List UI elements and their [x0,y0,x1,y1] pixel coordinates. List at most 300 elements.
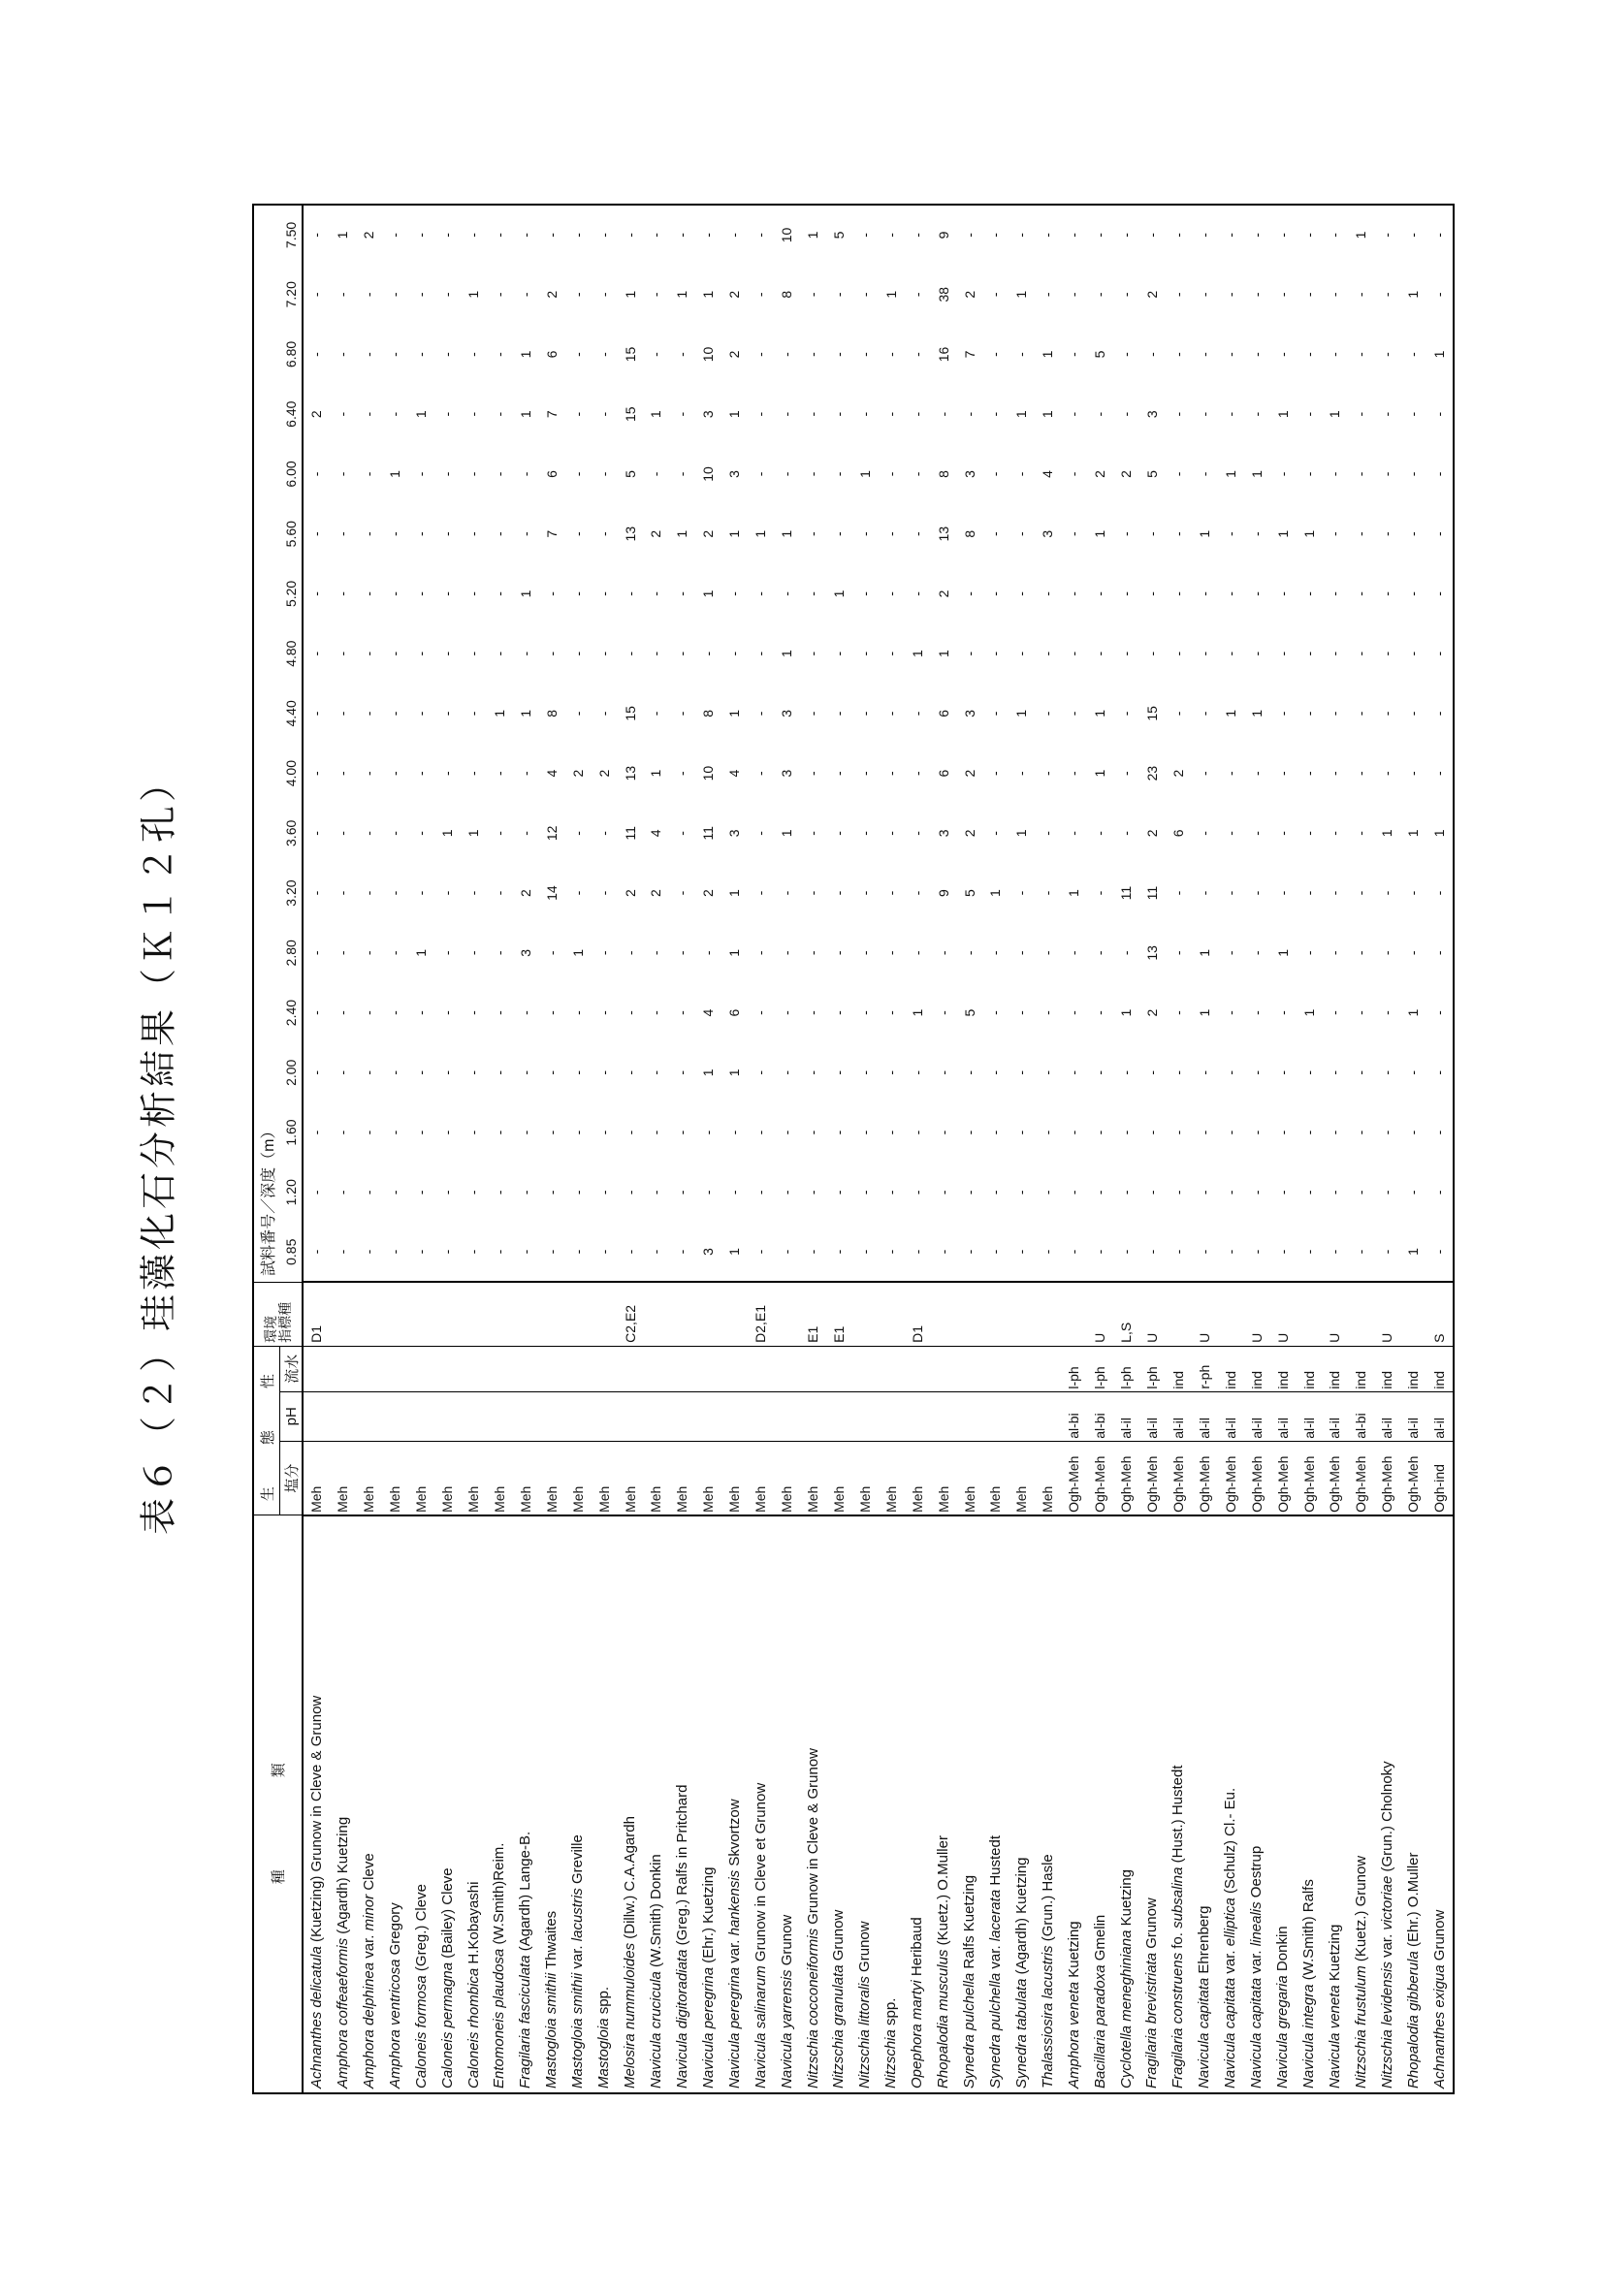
count-cell: - [909,711,925,717]
table-row [356,205,382,2093]
count-cell: - [1040,591,1056,596]
count-cell: - [465,1069,482,1075]
variety-epithet: lacustris [569,1888,587,1942]
count-cell: - [1196,771,1212,776]
count-cell: 2 [1143,290,1160,299]
depth-header: 3.60 [280,803,304,863]
rotated-table-container [252,204,1455,2094]
count-cell: - [851,205,878,265]
count-cell: - [674,1010,690,1015]
epithet: cocconeiformis [804,1928,821,2025]
species-name [800,1515,826,2093]
count-cell: 1 [882,290,899,299]
species-name [851,1515,878,2093]
count-cell: - [387,411,403,417]
count-cell: - [753,352,769,357]
ph-cell [382,1391,408,1441]
count-cell: - [648,1010,664,1015]
current-cell [512,1346,538,1391]
count-cell: - [569,711,586,717]
author: Thwaites [543,1910,561,1969]
env-cell [1035,1282,1061,1346]
author: (Greg.) Ralfs in Pritchard [673,1784,690,1946]
author: fo. subsalina (Hust.) Hustedt [1169,1765,1187,1949]
count-cell: - [805,352,820,357]
count-cell: - [1274,471,1291,477]
count-cell: - [361,411,377,417]
count-cell: - [1066,1130,1082,1135]
count-cell: - [439,531,456,537]
count-cell: - [335,1069,351,1075]
count-cell: - [1169,1069,1186,1075]
count-cell: - [1353,1069,1369,1075]
count-cell: - [779,950,795,956]
epithet: musculus [935,1949,952,2011]
count-cell: - [543,1190,560,1196]
count-cell: - [987,950,1004,956]
count-cell: - [1405,711,1422,717]
count-cell: - [1379,292,1395,298]
count-cell: 1 [779,529,795,538]
current-cell [851,1346,878,1391]
species-name [1296,1515,1322,2093]
count-cell: 14 [543,885,560,901]
salinity-cell: Meh [330,1441,356,1515]
genus: Navicula [1248,2032,1266,2089]
count-cell: - [543,1069,560,1075]
diatom-analysis-table [252,204,1455,2094]
count-cell: - [1274,771,1291,776]
count-cell: - [361,1249,377,1255]
count-cell: - [569,831,586,836]
epithet: frustulum [1352,1965,1369,2025]
count-cell: - [1327,1130,1343,1135]
count-cell: 1 [1118,1008,1135,1017]
count-cell: - [1169,1010,1186,1015]
count-cell: - [726,591,743,596]
count-cell: - [1092,1010,1108,1015]
count-cell: - [1300,1130,1317,1135]
count-cell: - [1248,531,1265,537]
count-cell: - [856,711,873,717]
count-cell: - [856,950,873,956]
count-cell: - [856,1130,873,1135]
count-cell: - [491,1249,507,1255]
count-cell: - [830,1010,847,1015]
ph-cell: al-il [1296,1391,1322,1441]
count-cell: 1 [622,290,638,299]
salinity-cell: Meh [669,1441,695,1515]
count-cell: - [882,950,899,956]
author: var. victoriae (Grun.) Cholnoky [1378,1761,1395,1958]
count-cell: - [935,1249,951,1255]
species-name [982,1515,1009,2093]
count-cell: - [961,1190,977,1196]
count-cell: - [335,352,351,357]
header-env-line1: 環境 [262,1315,278,1343]
count-cell: - [465,1010,482,1015]
count-cell: - [1296,205,1322,265]
count-cell: - [1040,1010,1056,1015]
epithet: tabulata [1012,1978,1030,2030]
count-cell: 1 [726,889,743,897]
count-cell: - [1092,591,1108,596]
ph-cell: al-il [1269,1391,1296,1441]
count-cell: - [1139,205,1166,265]
ph-cell [1035,1391,1061,1441]
count-cell: - [439,292,456,298]
count-cell: - [1400,205,1426,265]
depth-header: 5.60 [280,504,304,564]
count-cell: - [674,411,690,417]
count-cell: - [648,711,664,717]
count-cell: - [461,205,487,265]
count-cell: - [491,352,507,357]
species-name [930,1515,956,2093]
depth-header: 7.50 [280,205,304,265]
count-cell: - [1405,771,1422,776]
current-cell: l-ph [1113,1346,1139,1391]
count-cell: - [648,471,664,477]
count-cell: - [595,471,612,477]
count-cell: - [308,591,325,596]
count-cell: 12 [543,825,560,842]
count-cell: - [439,1130,456,1135]
count-cell: 2 [356,205,382,265]
count-cell: - [1431,591,1448,596]
count-cell: 1 [1405,290,1422,299]
count-cell: - [361,292,377,298]
count-cell: - [753,771,769,776]
species-name [1400,1515,1426,2093]
count-cell: - [1327,1190,1343,1196]
count-cell: 1 [465,290,482,299]
count-cell: - [439,950,456,956]
count-cell: - [1353,711,1369,717]
count-cell: - [779,411,795,417]
count-cell: 1 [648,769,664,778]
genus: Fragilaria [517,2027,534,2089]
variety-epithet: linealis [1248,1901,1266,1947]
env-cell: U [1139,1282,1166,1346]
genus: Nitzschia [1352,2029,1369,2089]
count-cell: - [413,651,430,656]
count-cell: - [1092,1249,1108,1255]
count-cell: - [1066,352,1082,357]
salinity-cell: Ogh-Meh [1322,1441,1348,1515]
count-cell: - [335,831,351,836]
count-cell: - [1092,950,1108,956]
count-cell: - [1165,205,1191,265]
count-cell: - [517,531,533,537]
env-cell: U [1322,1282,1348,1346]
count-cell: - [1009,205,1035,265]
count-cell: - [595,411,612,417]
count-cell: - [595,292,612,298]
count-cell: - [1040,890,1056,896]
count-cell: - [1222,651,1238,656]
count-cell: - [1300,950,1317,956]
ph-cell: al-il [1400,1391,1426,1441]
genus: Synedra [961,2034,978,2089]
count-cell: - [1322,205,1348,265]
count-cell: - [1169,1130,1186,1135]
count-cell: - [961,411,977,417]
count-cell: 6 [543,470,560,478]
salinity-cell: Ogh-ind [1426,1441,1454,1515]
count-cell: - [753,591,769,596]
env-cell [930,1282,956,1346]
count-cell: - [1143,1249,1160,1255]
count-cell: - [779,1190,795,1196]
count-cell: - [543,651,560,656]
count-cell: - [1274,831,1291,836]
ph-cell: al-bi [1087,1391,1113,1441]
header-species: 種 類 [253,1515,303,2093]
count-cell: - [1379,1190,1395,1196]
count-cell: - [1300,352,1317,357]
depth-header: 4.40 [280,684,304,744]
count-cell: - [465,1190,482,1196]
table-row [1243,205,1269,2093]
salinity-cell: Meh [878,1441,904,1515]
count-cell: - [335,292,351,298]
count-cell: - [1169,1190,1186,1196]
count-cell: - [878,205,904,265]
count-cell: - [674,1069,690,1075]
species-name [904,1515,930,2093]
ph-cell [956,1391,982,1441]
count-cell: - [491,531,507,537]
depth-header: 0.85 [280,1223,304,1283]
count-cell: - [648,591,664,596]
count-cell: - [674,771,690,776]
table-row [486,205,512,2093]
epithet: plaudosa [491,1948,508,2008]
count-cell: - [465,1130,482,1135]
count-cell: - [569,651,586,656]
env-cell: U [1374,1282,1400,1346]
species-name [774,1515,800,2093]
author: var. linealis Oestrup [1248,1845,1266,1974]
salinity-cell: Meh [538,1441,564,1515]
count-cell: - [387,771,403,776]
species-name [617,1515,643,2093]
ph-cell [643,1391,669,1441]
table-row [1217,205,1243,2093]
epithet: brevistriata [1143,1952,1161,2025]
count-cell: 3 [961,709,977,718]
genus: Navicula [647,2032,664,2089]
count-cell: 15 [622,706,638,721]
count-cell: 1 [674,529,690,538]
count-cell: - [648,1130,664,1135]
count-cell: - [517,1130,533,1135]
count-cell: 5 [825,205,851,265]
count-cell: 10 [700,765,717,781]
count-cell: 1 [1222,709,1238,718]
count-cell: - [935,1190,951,1196]
count-cell: - [830,352,847,357]
env-cell [1217,1282,1243,1346]
current-cell: ind [1269,1346,1296,1391]
count-cell: 1 [779,829,795,838]
count-cell: - [1248,831,1265,836]
depth-header: 6.80 [280,325,304,385]
count-cell: - [987,1249,1004,1255]
count-cell: - [413,711,430,717]
count-cell: - [1118,1130,1135,1135]
count-cell: - [1013,1069,1030,1075]
count-cell: - [1118,1249,1135,1255]
count-cell: 3 [779,709,795,718]
count-cell: 1 [987,889,1004,897]
author: H.Kobayashi [465,1881,482,1964]
species-name [1009,1515,1035,2093]
count-cell: - [465,711,482,717]
depth-header: 1.20 [280,1163,304,1223]
count-cell: - [1300,471,1317,477]
count-cell: - [1066,1249,1082,1255]
count-cell: 4 [543,769,560,778]
count-cell: - [830,1130,847,1135]
count-cell: 5 [622,470,638,478]
count-cell: - [1222,1130,1238,1135]
count-cell: 2 [517,889,533,897]
author: (W.Smith) Ralfs [1300,1879,1318,1981]
count-cell: - [805,1130,820,1135]
count-cell: - [1143,1190,1160,1196]
salinity-cell: Ogh-Meh [1217,1441,1243,1515]
current-cell: ind [1243,1346,1269,1391]
table-row [538,205,564,2093]
env-cell: S [1426,1282,1454,1346]
salinity-cell: Ogh-Meh [1243,1441,1269,1515]
count-cell: 2 [1092,470,1108,478]
count-cell: - [1222,591,1238,596]
count-cell: - [1353,771,1369,776]
count-cell: - [1353,890,1369,896]
genus: Mastogloia [569,2018,587,2089]
count-cell: - [595,950,612,956]
count-cell: - [909,890,925,896]
count-cell: 1 [935,650,951,658]
env-cell [1400,1282,1426,1346]
page-caption: 表６（２）珪藻化石分析結果（Ｋ１２孔） [137,760,180,1536]
count-cell: - [648,1249,664,1255]
epithet: construens [1169,1952,1187,2025]
salinity-cell: Meh [930,1441,956,1515]
count-cell: - [1040,1069,1056,1075]
count-cell: - [1248,1069,1265,1075]
count-cell: 1 [1013,410,1030,419]
genus: Navicula [725,2032,743,2089]
author: (Dillw.) C.A.Agardh [622,1816,639,1939]
count-cell: - [413,771,430,776]
table-row [1322,205,1348,2093]
genus: Nitzschia [1378,2029,1395,2089]
env-cell: D1 [303,1282,330,1346]
count-cell: - [1196,1249,1212,1255]
epithet: formosa [412,1975,430,2028]
count-cell: - [569,471,586,477]
species-name [303,1515,330,2093]
count-cell: - [674,651,690,656]
epithet: smithii [543,1972,561,2015]
count-cell: - [1013,771,1030,776]
count-cell: - [1222,531,1238,537]
count-cell: 1 [700,1068,717,1077]
species-name [486,1515,512,2093]
count-cell: - [830,1069,847,1075]
count-cell: - [1040,831,1056,836]
genus: Caloneis [412,2031,430,2089]
count-cell: 7 [543,410,560,419]
count-cell: 2 [700,529,717,538]
count-cell: - [439,352,456,357]
count-cell: 9 [935,889,951,897]
count-cell: - [1169,531,1186,537]
count-cell: 38 [935,286,951,303]
count-cell: - [805,890,820,896]
count-cell: - [1196,831,1212,836]
epithet: smithii [569,1972,587,2015]
count-cell: 1 [726,1248,743,1256]
count-cell: - [387,890,403,896]
count-cell: - [1013,890,1030,896]
count-cell: - [987,1069,1004,1075]
count-cell: 1 [1274,529,1291,538]
count-cell: 4 [700,1008,717,1017]
count-cell: - [987,711,1004,717]
count-cell: - [1379,711,1395,717]
species-name [330,1515,356,2093]
count-cell: - [569,292,586,298]
count-cell: - [1196,890,1212,896]
genus: Rhopalodia [1404,2015,1422,2089]
count-cell: 2 [961,290,977,299]
count-cell: - [439,1010,456,1015]
author: (Bailey) Cleve [438,1867,456,1959]
count-cell: - [1248,1190,1265,1196]
ph-cell [774,1391,800,1441]
count-cell: - [491,651,507,656]
table-row [1113,205,1139,2093]
count-cell: - [595,1130,612,1135]
salinity-cell: Meh [1009,1441,1035,1515]
count-cell: - [1353,471,1369,477]
count-cell: - [1118,950,1135,956]
env-cell: D1 [904,1282,930,1346]
species-name [461,1515,487,2093]
current-cell: ind [1426,1346,1454,1391]
current-cell: ind [1217,1346,1243,1391]
count-cell: - [674,890,690,896]
count-cell: - [308,292,325,298]
count-cell: - [387,1249,403,1255]
count-cell: - [595,651,612,656]
count-cell: 2 [1118,470,1135,478]
count-cell: - [361,711,377,717]
salinity-cell: Ogh-Meh [1139,1441,1166,1515]
count-cell: - [753,950,769,956]
count-cell: - [1118,352,1135,357]
count-cell: - [882,711,899,717]
genus: Amphora [360,2029,377,2089]
count-cell: - [622,1010,638,1015]
count-cell: - [308,352,325,357]
count-cell: - [335,531,351,537]
